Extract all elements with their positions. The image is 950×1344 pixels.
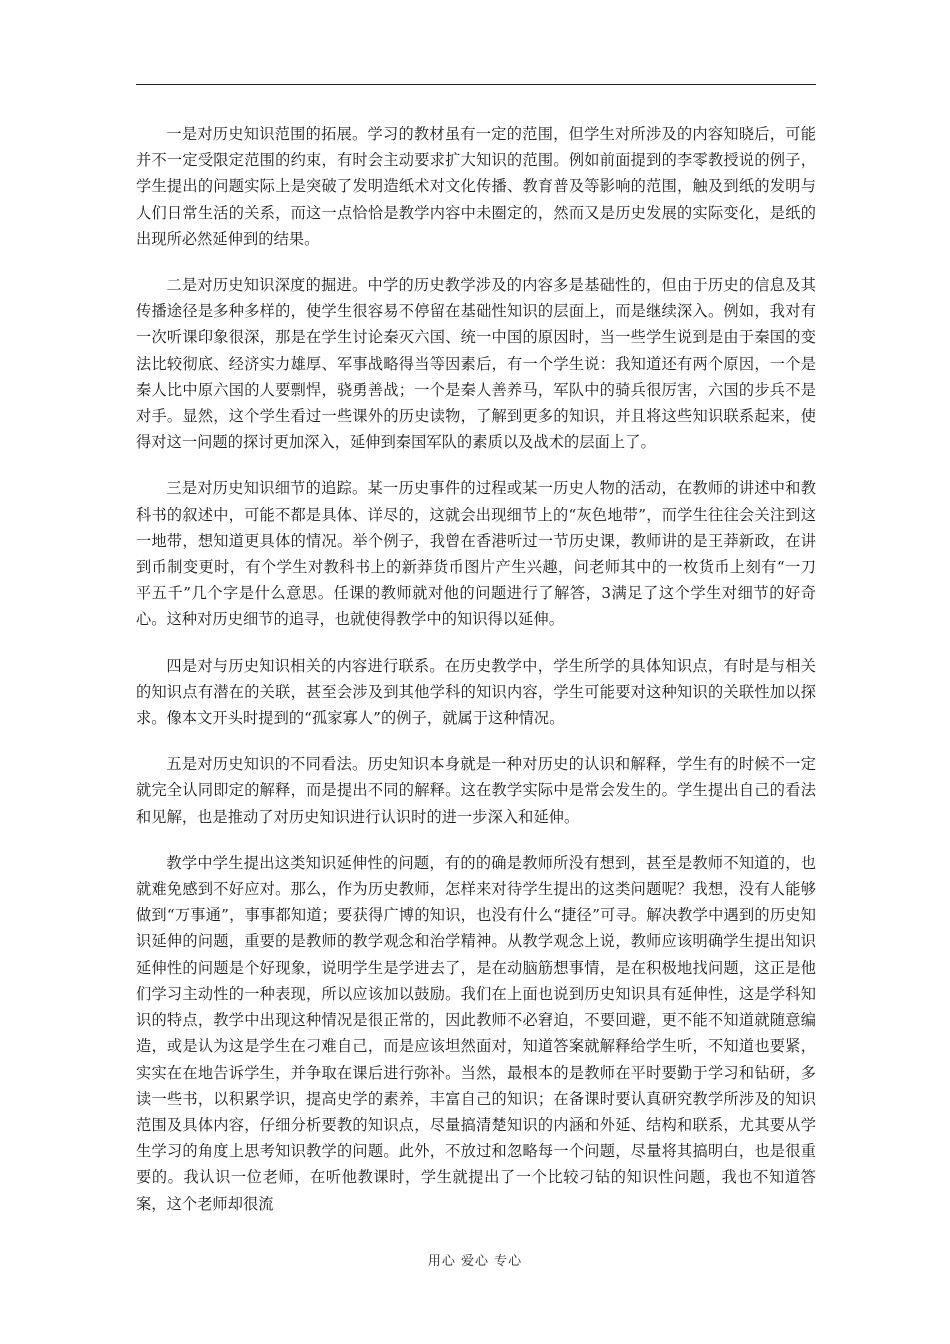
- paragraph-3: 三是对历史知识细节的追踪。某一历史事件的过程或某一历史人物的活动，在教师的讲述中和教科书的叙述中，可能不都是具体、详尽的，这就会出现细节上的“灰色地带”，而学生往往会关注到这一地带，想知道更具体的情况。举个例子，我曾在香港听过一节历史课，教师讲的是王莽新政，在讲到币制变更时，有个学生对教科书上的新莽货币图片产生兴趣，问老师其中的一枚货币上刻有“一刀平五千”几个字是什么意思。任课的教师就对他的问题进行了解答，3满足了这个学生对细节的好奇心。这种对历史细节的追寻，也就使得教学中的知识得以延伸。: [136, 479, 816, 629]
- document-body: [136, 121, 816, 1237]
- paragraph-5: 五是对历史知识的不同看法。历史知识本身就是一种对历史的认识和解释，学生有的时候不一定就完全认同即定的解释，而是提出不同的解释。这在教学实际中是常会发生的。学生提出自己的看法和见解，也是推动了对历史知识进行认识时的进一步深入和延伸。: [136, 755, 816, 826]
- paragraph-2: 二是对历史知识深度的掘进。中学的历史教学涉及的内容多是基础性的，但由于历史的信息及其传播途径是多种多样的，使学生很容易不停留在基础性知识的层面上，而是继续深入。例如，我对有一次听课印象很深，那是在学生讨论秦灭六国、统一中国的原因时，当一些学生说到是由于秦国的变法比较彻底、经济实力雄厚、军事战略得当等因素后，有一个学生说：我知道还有两个原因，一个是秦人比中原六国的人要剽悍，骁勇善战；一个是秦人善养马，军队中的骑兵很厉害，六国的步兵不是对手。显然，这个学生看过一些课外的历史读物，了解到更多的知识，并且将这些知识联系起来，使得对这一问题的探讨更加深入，延伸到秦国军队的素质以及战术的层面上了。: [136, 276, 816, 452]
- paragraph-1: 一是对历史知识范围的拓展。学习的教材虽有一定的范围，但学生对所涉及的内容知晓后，可能并不一定受限定范围的约束，有时会主动要求扩大知识的范围。例如前面提到的李零教授说的例子，学生提出的问题实际上是突破了发明造纸术对文化传播、教育普及等影响的范围，触及到纸的发明与人们日常生活的关系，而这一点恰恰是教学内容中未圈定的，然而又是历史发展的实际变化，是纸的出现所必然延伸到的结果。: [136, 125, 816, 248]
- paragraph-4: 四是对与历史知识相关的内容进行联系。在历史教学中，学生所学的具体知识点，有时是与相关的知识点有潜在的关联，甚至会涉及到其他学科的知识内容，学生可能要对这种知识的关联性加以探求。像本文开头时提到的“孤家寡人”的例子，就属于这种情况。: [136, 656, 816, 728]
- header-rule: [136, 84, 816, 85]
- paragraph-6: 教学中学生提出这类知识延伸性的问题，有的的确是教师所没有想到，甚至是教师不知道的，也就难免感到不好应对。那么，作为历史教师，怎样来对待学生提出的这类问题呢？我想，没有人能够做到“万事通”，事事都知道；要获得广博的知识，也没有什么“捷径”可寻。解决教学中遇到的历史知识延伸的问题，重要的是教师的教学观念和治学精神。从教学观念上说，教师应该明确学生提出知识延伸性的问题是个好现象，说明学生是学进去了，是在动脑筋想事情，是在积极地找问题，这正是他们学习主动性的一种表现，所以应该加以鼓励。我们在上面也说到历史知识具有延伸性，这是学科知识的特点，教学中出现这种情况是很正常的，因此教师不必窘迫，不要回避，更不能不知道就随意编造，或是认为这是学生在刁难自己，而是应该坦然面对，知道答案就解释给学生听，不知道也要紧，实实在在地告诉学生，并争取在课后进行弥补。当然，最根本的是教师在平时要勤于学习和钻研，多读一些书，以积累学识，提高史学的素养，丰富自己的知识；在备课时要认真研究教学所涉及的知识范围及具体内容，仔细分析要教的知识点，尽量搞清楚知识的内涵和外延、结构和联系，尤其要从学生学习的角度上思考知识教学的问题。此外，不放过和忽略每一个问题，尽量将其搞明白，也是很重要的。我认识一位老师，在听他教课时，学生就提出了一个比较刁钻的知识性问题，我也不知道答案，这个老师却很流: [136, 853, 816, 1213]
- page-footer: 用心 爱心 专心: [427, 1254, 523, 1269]
